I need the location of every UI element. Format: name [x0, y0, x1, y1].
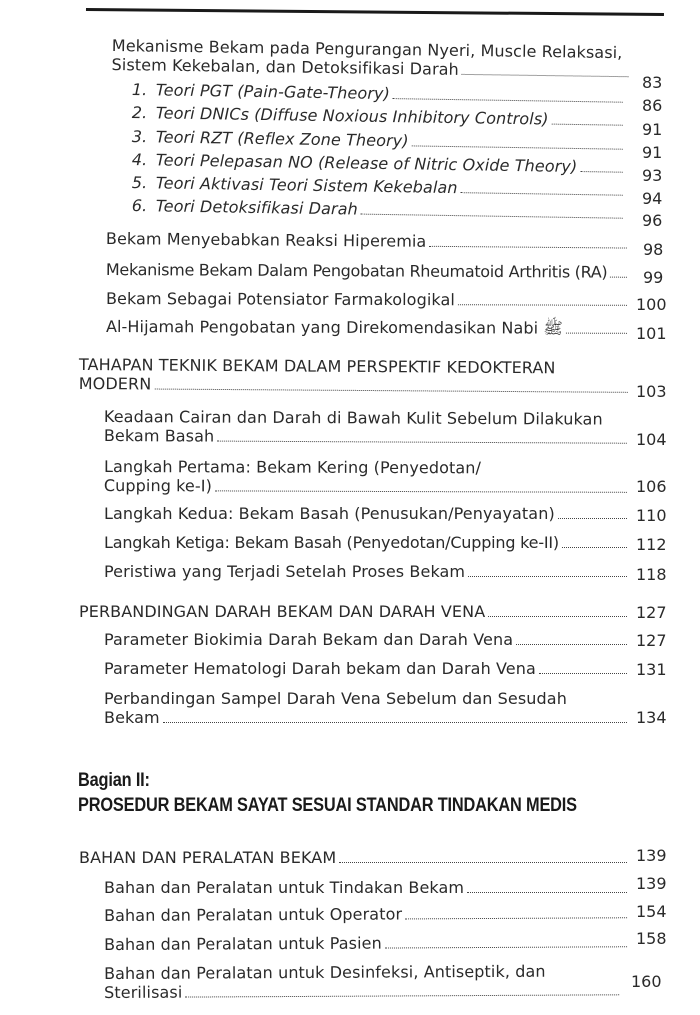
page-number: 112	[636, 535, 667, 554]
toc-entry-theory-4: 4. Teori Pelepasan NO (Release of Nitric Oxide Theory)	[132, 150, 626, 177]
page-number: 96	[642, 211, 663, 230]
page-number: 86	[642, 96, 663, 115]
toc-entry-hematologi: Parameter Hematologi Darah bekam dan Darah Vena	[104, 659, 630, 678]
toc-entry-sampel: Perbandingan Sampel Darah Vena Sebelum dan Sesudah Bekam	[104, 689, 630, 727]
toc-entry-hiperemia: Bekam Menyebabkan Reaksi Hiperemia	[106, 229, 630, 253]
toc-entry-theory-6: 6. Teori Detoksifikasi Darah	[132, 196, 626, 223]
toc-entry-langkah-kedua: Langkah Kedua: Bekam Basah (Penusukan/Penyayatan)	[104, 504, 630, 523]
page-number: 94	[642, 189, 663, 208]
toc-entry-theory-5: 5. Teori Aktivasi Teori Sistem Kekebalan	[132, 173, 626, 200]
page-number: 103	[636, 382, 667, 401]
page-number: 101	[636, 324, 667, 343]
page-number: 91	[642, 143, 663, 162]
part-label: Bagian II:	[78, 770, 150, 791]
page-number: 154	[636, 902, 667, 921]
page-number: 91	[642, 120, 663, 139]
page-number: 104	[636, 430, 667, 449]
toc-entry-al-hijamah: Al-Hijamah Pengobatan yang Direkomendasikan Nabi ﷺ	[106, 317, 630, 338]
page-number: 127	[636, 603, 667, 622]
toc-section-perbandingan: PERBANDINGAN DARAH BEKAM DAN DARAH VENA	[79, 602, 630, 621]
part-title: PROSEDUR BEKAM SAYAT SESUAI STANDAR TINDAKAN MEDIS	[78, 795, 577, 816]
page-number: 134	[636, 708, 667, 727]
toc-entry-keadaan: Keadaan Cairan dan Darah di Bawah Kulit Sebelum Dilakukan Bekam Basah	[104, 407, 630, 448]
page-number: 93	[642, 166, 663, 185]
page-number: 127	[636, 631, 667, 650]
toc-entry-desinfeksi: Bahan dan Peralatan untuk Desinfeksi, Antiseptik, dan Sterilisasi	[104, 961, 622, 1002]
page-number: 139	[636, 874, 667, 893]
page-number: 118	[636, 565, 667, 584]
page-number: 99	[643, 268, 664, 287]
toc-entry-theory-1: 1. Teori PGT (Pain-Gate-Theory)	[132, 80, 626, 107]
page-number: 110	[636, 506, 667, 525]
page-number: 83	[642, 73, 663, 92]
page-number: 106	[636, 477, 667, 496]
toc-entry-rheumatoid: Mekanisme Bekam Dalam Pengobatan Rheumatoid Arthritis (RA)	[106, 260, 630, 282]
toc-entry-tindakan: Bahan dan Peralatan untuk Tindakan Bekam	[104, 878, 630, 897]
toc-entry-biokimia: Parameter Biokimia Darah Bekam dan Darah Vena	[104, 630, 630, 649]
toc-entry-potensiator: Bekam Sebagai Potensiator Farmakologikal	[106, 289, 630, 310]
toc-entry-peristiwa: Peristiwa yang Terjadi Setelah Proses Bekam	[104, 562, 630, 581]
toc-section-bahan: BAHAN DAN PERALATAN BEKAM	[79, 848, 630, 867]
top-rule	[86, 8, 664, 16]
toc-entry-operator: Bahan dan Peralatan untuk Operator	[104, 903, 630, 925]
toc-section-tahapan: TAHAPAN TEKNIK BEKAM DALAM PERSPEKTIF KEDOKTERAN MODERN	[79, 355, 631, 397]
page-number: 139	[636, 846, 667, 865]
page-number: 100	[636, 295, 667, 314]
page-number: 131	[636, 660, 667, 679]
toc-entry-theory-2: 2. Teori DNICs (Diffuse Noxious Inhibitory Controls)	[132, 103, 626, 130]
toc-entry-theory-3: 3. Teori RZT (Reflex Zone Theory)	[132, 127, 626, 154]
page-number: 160	[631, 972, 662, 991]
toc-entry-mekanisme: Mekanisme Bekam pada Pengurangan Nyeri, Muscle Relaksasi, Sistem Kekebalan, dan Detoksifikasi Darah	[111, 36, 631, 81]
toc-entry-langkah-pertama: Langkah Pertama: Bekam Kering (Penyedotan/ Cupping ke-I)	[104, 457, 630, 497]
toc-entry-langkah-ketiga: Langkah Ketiga: Bekam Basah (Penyedotan/Cupping ke-II)	[104, 533, 630, 552]
toc-entry-pasien: Bahan dan Peralatan untuk Pasien	[104, 932, 630, 954]
page-number: 98	[643, 240, 664, 259]
page-number: 158	[636, 929, 667, 948]
